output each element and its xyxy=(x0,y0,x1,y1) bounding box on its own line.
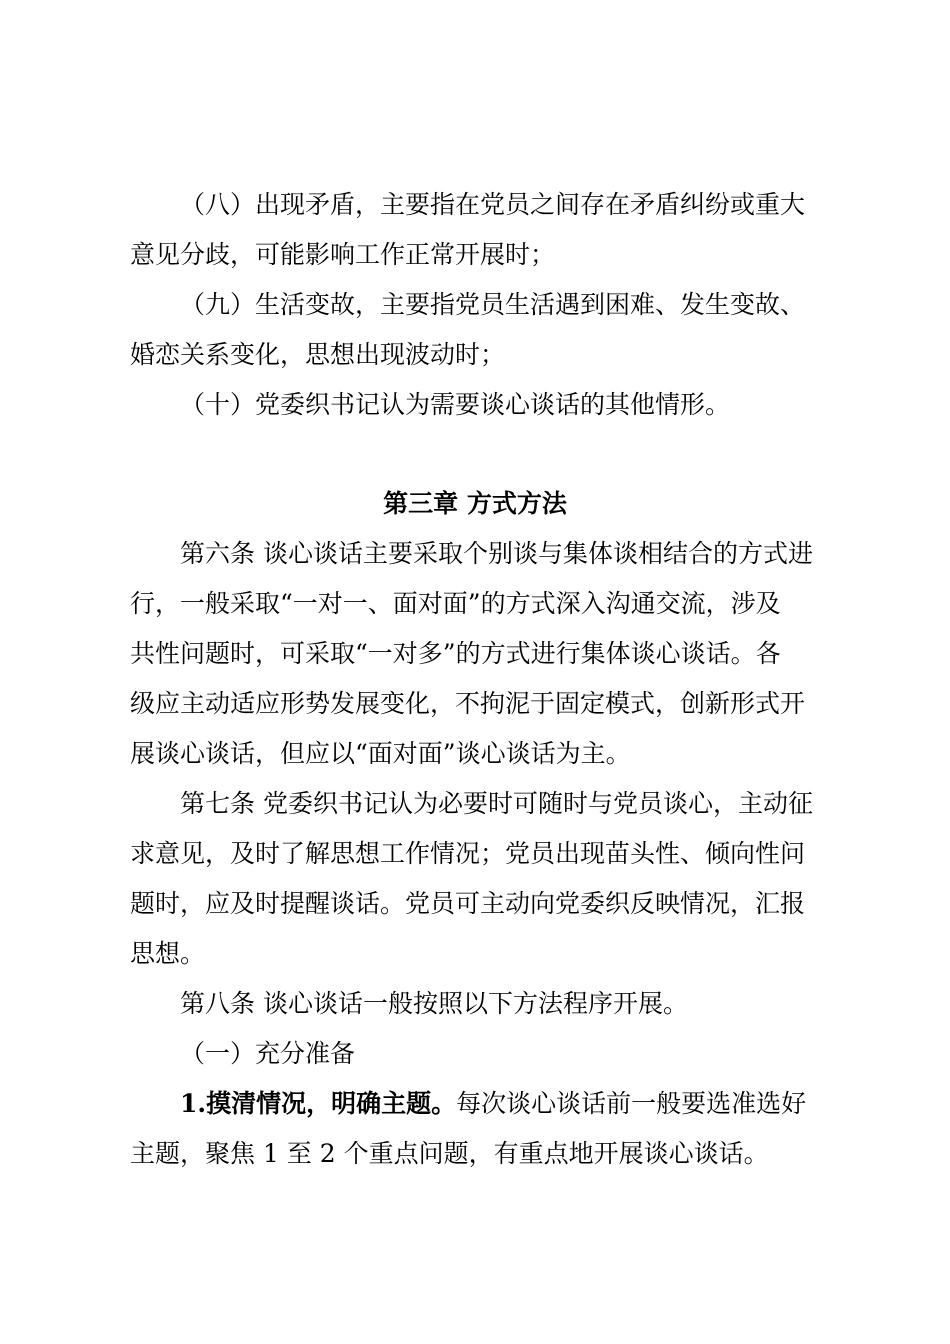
item-1-bold-heading: 1.摸清情况，明确主题。 xyxy=(180,1089,457,1118)
para-10-line-1: （十）党委织书记认为需要谈心谈话的其他情形。 xyxy=(180,390,731,419)
article-8-line-1: 第八条 谈心谈话一般按照以下方法程序开展。 xyxy=(180,989,688,1018)
article-6-line-2: 行，一般采取“一对一、面对面”的方式深入沟通交流，涉及 xyxy=(130,589,781,618)
article-6-line-5: 展谈心谈话，但应以“面对面”谈心谈话为主。 xyxy=(130,739,631,768)
article-7-line-4: 思想。 xyxy=(130,939,206,968)
section-1-title: （一）充分准备 xyxy=(180,1039,356,1068)
article-7-line-3: 题时，应及时提醒谈话。党员可主动向党委织反映情况，汇报 xyxy=(130,889,806,918)
article-6-line-4: 级应主动适应形势发展变化，不拘泥于固定模式，创新形式开 xyxy=(130,689,806,718)
item-1-line-2: 主题，聚焦 1 至 2 个重点问题，有重点地开展谈心谈话。 xyxy=(130,1139,769,1168)
chapter-title: 第三章 方式方法 xyxy=(383,489,567,518)
para-8-line-2: 意见分歧，可能影响工作正常开展时； xyxy=(130,240,556,269)
article-6-line-1: 第六条 谈心谈话主要采取个别谈与集体谈相结合的方式进 xyxy=(180,539,813,568)
article-7-line-2: 求意见，及时了解思想工作情况；党员出现苗头性、倾向性问 xyxy=(130,839,806,868)
item-1-line-1 xyxy=(180,1087,830,1121)
article-6-line-3: 共性问题时，可采取“一对多”的方式进行集体谈心谈话。各 xyxy=(130,639,781,668)
item-1-text: 每次谈心谈话前一般要选准选好 xyxy=(456,1089,807,1118)
para-8-line-1: （八）出现矛盾，主要指在党员之间存在矛盾纠纷或重大 xyxy=(180,190,806,219)
article-7-line-1: 第七条 党委织书记认为必要时可随时与党员谈心，主动征 xyxy=(180,789,813,818)
para-9-line-1: （九）生活变故，主要指党员生活遇到困难、发生变故、 xyxy=(180,290,806,319)
para-9-line-2: 婚恋关系变化，思想出现波动时； xyxy=(130,340,506,369)
